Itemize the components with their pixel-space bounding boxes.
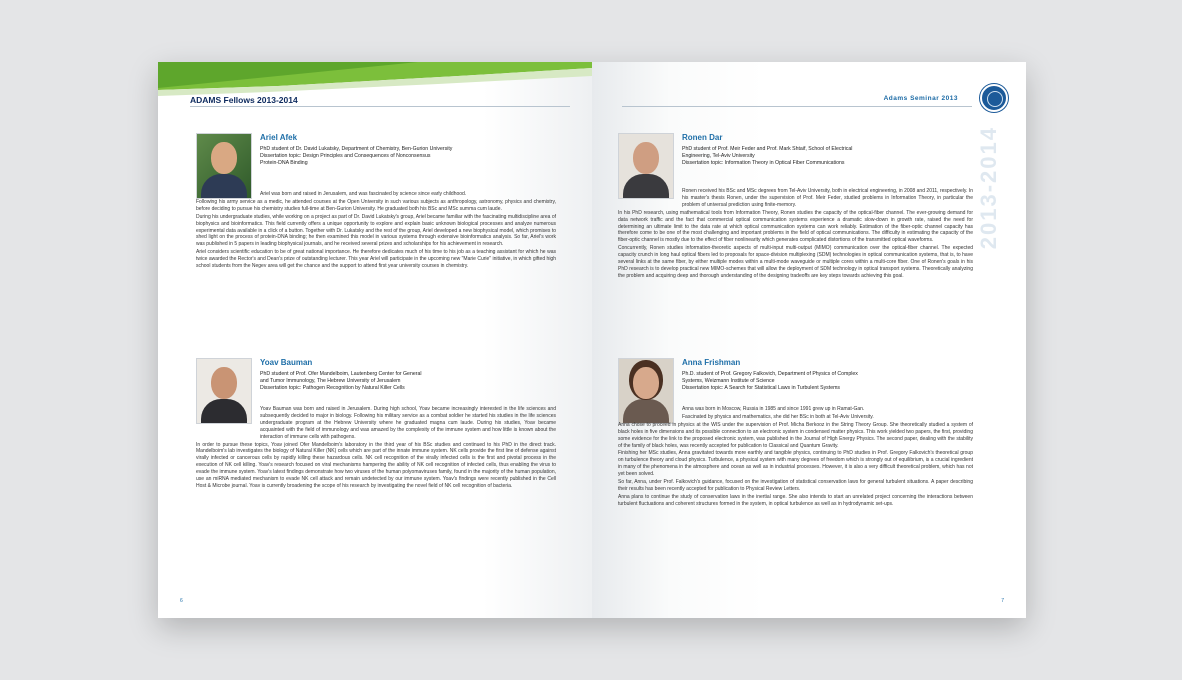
seal-logo-icon	[980, 84, 1008, 112]
header-rule	[190, 106, 570, 107]
left-page	[158, 62, 592, 618]
fellow-entry-yoav-bauman	[196, 358, 556, 568]
fellow-affiliation: PhD student of Dr. David Lukatsky, Department of Chemistry, Ben-Gurion University Dissertation topic: Design Principles and Consequences of Nonconsensus Protein-DNA Binding	[260, 146, 453, 166]
fellow-name: Anna Frishman	[682, 358, 741, 367]
fellow-name: Ariel Afek	[260, 133, 298, 142]
brochure-spread	[158, 62, 1026, 618]
fellow-bio: Ariel was born and raised in Jerusalem, and was fascinated by science since early childhood. Following his army service as a medic, he attended courses at the Open University in such various subjects as anthropology, astronomy, physics and chemistry, before deciding to pursue his chemistry studies full-time at Ben-Gurion University. He graduated both his BSc and MSc summa cum laude. During his undergraduate studies, while working on a project as part of Dr. David Lukatsky's group, Ariel became familiar with the fascinating multidiscipline area of biophysics and bioinformatics. This field currently offers a unique opportunity to explore and explain basic unknown biological processes and analyze numerous experimental data available in a click of a button. Together with Dr. Lukatsky and the rest of the group, Ariel developed a new biophysical model, which promises to shed light on the process of protein-DNA binding; he then examined this model in various systems through extensive bioinformatics analysis. So far, Ariel's work was published in 5 papers in leading biophysical journals, and he received several prizes and scholarships for his achievement in research. Ariel considers scientific education to be of great national importance. He therefore dedicates much of his time to his job as a teaching assistant for which he was twice awarded the Rector's and Dean's prize of outstanding lecturer. This year Ariel will participate in the upcoming new "Marie Curie" initiative, in which gifted high school students from the Negev area will get the chance and the support to attend first year university courses in chemistry.	[196, 191, 556, 270]
fellow-bio: Ronen received his BSc and MSc degrees from Tel-Aviv University, both in electrical engineering, in 2008 and 2011, respectively. In his master's thesis Ronen, under the supervision of Prof. Meir Feder, studied problems in Information Theory, in particular the problem of universal prediction using finite-memory. In his PhD research, using mathematical tools from Information Theory, Ronen studies the capacity of the optical-fiber channel. The ever-growing demand for data network traffic and the fact that commercial optical communication systems experience a dramatic slow-down in growth rate, raised the need for determining an ultimate limit to the data rate at which optical communication systems can work reliably. Estimation of the fiber-optic channel capacity has therefore come to be one of the most challenging and important problems in the field of optical communications. The difficulty in estimating the capacity of the fiber-optic channel is mostly due to the effect of fiber nonlinearity which generates complicated distortions of the transmitted optical waveforms. Concurrently, Ronen studies information-theoretic aspects of multi-input multi-output (MIMO) communication over the optical-fiber channel. The expected capacity crunch in long haul optical fibers led to proposals for space-division multiplexing (SDM) technologies in optical communication systems, that is, to have several links at the same fiber, by either multiple modes within a multi-mode waveguide or multiple cores within a multi-core fiber. One of Ronen's goals in his PhD research is to develop practical new MIMO-schemes that will allow the deployment of SDM technology in optical transport systems. Theoretically analyzing the problem and acquiring deep and thorough understanding of the designing tradeoffs are key steps towards achieving this goal.	[618, 188, 973, 279]
fellow-entry-ronen-dar	[618, 133, 973, 343]
fellow-name: Ronen Dar	[682, 133, 723, 142]
page-number: 6	[180, 598, 183, 604]
fellow-bio: Anna was born in Moscow, Russia in 1985 and since 1991 grew up in Ramat-Gan. Fascinated by physics and mathematics, she did her BSc in both at Tel-Aviv University. Anna chose to proceed in physics at the WIS under the supervision of Prof. Micha Berkooz in the String Theory Group. She theoretically studied a system of black holes in five dimensions and its possible connection to an electronic system in condensed matter physics. This work yielded two papers, the first, providing some evidence for the link to the proposed electronic system, was published in the Journal of High Energy Physics. The second paper, dealing with the stability of the family of black holes, was recently accepted for publication to Classical and Quantum Gravity. Finishing her MSc studies, Anna gravitated towards more earthly and tangible physics, continuing to PhD studies in Prof. Gregory Falkovich's theoretical group on turbulence theory and cloud physics. Turbulence, a physical system with many degrees of freedom which is strongly out of equilibrium, is a crucial ingredient in many of the phenomena in the atmosphere and ocean as well as in industrial processes. However, it is also a very difficult theoretical problem, which has not yet been solved. So far, Anna, under Prof. Falkovich's guidance, focused on the investigation of statistical conservation laws for general turbulent situations. A paper describing their results has been recently accepted for publication to Physical Review Letters. Anna plans to continue the study of conservation laws in the inertial range. She also intends to start an unrelated project concerning the interactions between turbulent fluctuations and coherent structures formed in the system, in optical turbulence as well as in hydrodynamic set-ups.	[618, 406, 973, 507]
fellow-affiliation: PhD student of Prof. Meir Feder and Prof. Mark Shtaif, School of Electrical Engineering, Tel-Aviv University Dissertation topic: Information Theory in Optical Fiber Communications	[682, 146, 853, 166]
fellow-bio: Yoav Bauman was born and raised in Jerusalem. During high school, Yoav became increasingly interested in the life sciences and subsequently decided to major in biology. Following his military service as a combat soldier he started his studies in the life sciences undergraduate program at the Hebrew University where he graduated magna cum laude. During his studies, Yoav became acquainted with the field of immunology and was amazed by the complexity of the immune system and how little is known about the interaction of immune cells with pathogens. In order to pursue these topics, Yoav joined Ofer Mandelboim's laboratory in the third year of his BSc studies and continued to his PhD in the direct track. Mandelboim's lab investigates the biology of Natural Killer (NK) cells which are part of the innate immune system. NK cells provide the first line of defense against virally infected or cancerous cells by rapidly killing these hazardous cells. NK cell recognition of the virally infected cells is the first and pivotal process in the execution of NK cell killing. Yoav's research focused on viral mechanisms hampering the ability of NK cell recognition of infected cells, thus enabling the virus to evade the immune system. Yoav's latest findings demonstrate how two viruses of the human polyomaviruses family, found in the majority of the human population, use an miRNA mediated mechanism to evade NK cell attack and remain undetected by our immune system. Yoav's findings were recently published in the Cell Host & Microbe journal. Yoav is currently broadening the scope of his research by investigating the novel field of NK cell recognition of bacteria.	[196, 406, 556, 489]
header-rule	[622, 106, 972, 107]
vertical-year: 2013-2014	[976, 126, 1001, 250]
fellow-name: Yoav Bauman	[260, 358, 313, 367]
fellow-entry-anna-frishman	[618, 358, 973, 578]
portrait-photo	[196, 133, 252, 199]
fellow-entry-ariel-afek	[196, 133, 556, 333]
page-number: 7	[1001, 598, 1004, 604]
running-header: Adams Seminar 2013	[883, 95, 958, 102]
right-page	[592, 62, 1026, 618]
running-header: ADAMS Fellows 2013-2014	[190, 95, 298, 105]
fellow-affiliation: Ph.D. student of Prof. Gregory Falkovich, Department of Physics of Complex Systems, Weizmann Institute of Science Dissertation topic: A Search for Statistical Laws in Turbulent Systems	[682, 371, 858, 391]
fellow-affiliation: PhD student of Prof. Ofer Mandelboim, Lautenberg Center for General and Tumor Immunology, The Hebrew University of Jerusalem Dissertation topic: Pathogen Recognition by Natural Killer Cells	[260, 371, 422, 391]
